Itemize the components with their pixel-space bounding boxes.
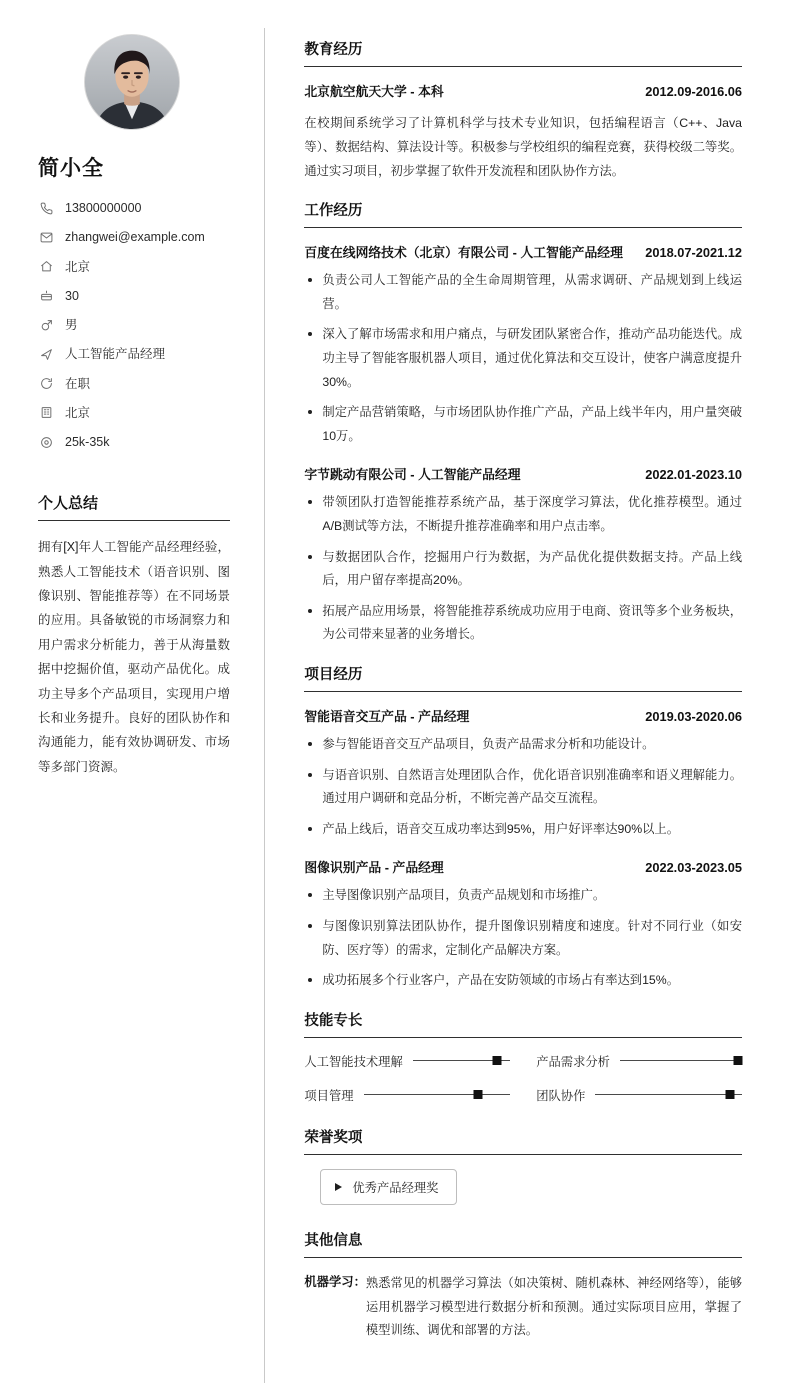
entry-head — [304, 464, 742, 483]
section-title-projects: 项目经历 — [304, 663, 742, 684]
contact-value: 13800000000 — [65, 200, 141, 216]
section-title-skills: 技能专长 — [304, 1009, 742, 1030]
skill-row — [304, 1086, 510, 1104]
contact-status — [38, 376, 230, 392]
entry-org: 图像识别产品 - 产品经理 — [304, 857, 443, 876]
project-entry — [304, 706, 742, 841]
skill-knob[interactable] — [492, 1056, 501, 1065]
list-item: 与图像识别算法团队协作，提升图像识别精度和速度。针对不同行业（如安防、医疗等）的需求，定制化产品解决方案。 — [304, 915, 742, 962]
entry-org: 智能语音交互产品 - 产品经理 — [304, 706, 469, 725]
skill-row — [536, 1052, 742, 1070]
section-title-other: 其他信息 — [304, 1229, 742, 1250]
city-icon — [38, 406, 54, 419]
skill-row — [304, 1052, 510, 1070]
contact-value: 在职 — [65, 376, 90, 392]
skill-knob[interactable] — [726, 1090, 735, 1099]
award-row — [304, 1169, 742, 1205]
gender-icon — [38, 319, 54, 332]
project-entry — [304, 857, 742, 992]
list-item: 带领团队打造智能推荐系统产品，基于深度学习算法，优化推荐模型。通过A/B测试等方法，不断提升推荐准确率和用户点击率。 — [304, 491, 742, 538]
contact-city — [38, 405, 230, 421]
other-info-row — [304, 1272, 742, 1343]
contact-value: 男 — [65, 317, 78, 333]
skill-label: 项目管理 — [304, 1086, 353, 1104]
entry-date: 2018.07-2021.12 — [645, 245, 742, 260]
other-info-label: 机器学习： — [304, 1272, 366, 1343]
list-item: 主导图像识别产品项目，负责产品规划和市场推广。 — [304, 884, 742, 908]
work-entry — [304, 464, 742, 647]
skill-label: 团队协作 — [536, 1086, 585, 1104]
skill-label: 人工智能技术理解 — [304, 1052, 402, 1070]
section-rule — [304, 66, 742, 67]
contact-gender — [38, 317, 230, 333]
entry-org: 北京航空航天大学 - 本科 — [304, 81, 443, 100]
phone-icon — [38, 202, 54, 215]
list-item: 参与智能语音交互产品项目，负责产品需求分析和功能设计。 — [304, 733, 742, 757]
skill-slider[interactable] — [620, 1060, 742, 1061]
section-other-info — [304, 1229, 742, 1343]
contact-email — [38, 229, 230, 245]
contact-value: zhangwei@example.com — [65, 229, 205, 245]
award-chip[interactable] — [320, 1169, 457, 1205]
main-content — [264, 20, 794, 1383]
contact-value: 北京 — [65, 259, 90, 275]
play-triangle-icon — [335, 1183, 342, 1191]
sidebar — [0, 20, 264, 1383]
contact-value: 北京 — [65, 405, 90, 421]
section-rule — [304, 691, 742, 692]
skill-knob[interactable] — [473, 1090, 482, 1099]
contact-value: 25k-35k — [65, 434, 109, 450]
section-title-awards: 荣誉奖项 — [304, 1126, 742, 1147]
section-projects — [304, 663, 742, 993]
section-rule — [304, 1154, 742, 1155]
section-awards — [304, 1126, 742, 1205]
contact-list — [38, 200, 230, 450]
summary-text: 拥有[X]年人工智能产品经理经验，熟悉人工智能技术（语音识别、图像识别、智能推荐等）在不同场景的应用。具备敏锐的市场洞察力和用户需求分析能力，善于从海量数据中挖掘价值，驱动产品优化。成功主导多个产品项目，实现用户增长和业务提升。良好的团队协作和沟通能力，能有效协调研发、市场等多部门资源。 — [38, 535, 230, 779]
location-icon — [38, 260, 54, 273]
contact-target-role — [38, 346, 230, 362]
cake-icon — [38, 289, 54, 302]
skill-label: 产品需求分析 — [536, 1052, 610, 1070]
section-title-work: 工作经历 — [304, 199, 742, 220]
contact-age — [38, 288, 230, 304]
list-item: 与语音识别、自然语言处理团队合作，优化语音识别准确率和语义理解能力。通过用户调研和竞品分析，不断完善产品交互流程。 — [304, 764, 742, 811]
contact-value: 30 — [65, 288, 79, 304]
entry-head — [304, 81, 742, 100]
section-education — [304, 38, 742, 183]
contact-salary — [38, 434, 230, 450]
skill-row — [536, 1086, 742, 1104]
bullet-list — [304, 491, 742, 647]
other-info-text: 熟悉常见的机器学习算法（如决策树、随机森林、神经网络等），能够运用机器学习模型进行数据分析和预测。通过实际项目应用，掌握了模型训练、调优和部署的方法。 — [366, 1272, 742, 1343]
section-rule — [304, 1037, 742, 1038]
bullet-list — [304, 733, 742, 841]
page-title: 简小全 — [38, 152, 230, 182]
skill-slider[interactable] — [595, 1094, 742, 1095]
email-icon — [38, 231, 54, 244]
education-entry — [304, 81, 742, 183]
list-item: 产品上线后，语音交互成功率达到95%，用户好评率达90%以上。 — [304, 818, 742, 842]
entry-org: 百度在线网络技术（北京）有限公司 - 人工智能产品经理 — [304, 242, 623, 261]
entry-org: 字节跳动有限公司 - 人工智能产品经理 — [304, 464, 520, 483]
status-icon — [38, 377, 54, 390]
avatar-wrap — [34, 34, 230, 130]
section-rule — [38, 520, 230, 521]
section-title-education: 教育经历 — [304, 38, 742, 59]
contact-phone — [38, 200, 230, 216]
contact-value: 人工智能产品经理 — [65, 346, 165, 362]
entry-head — [304, 857, 742, 876]
salary-icon — [38, 436, 54, 449]
section-rule — [304, 1257, 742, 1258]
entry-head — [304, 706, 742, 725]
list-item: 与数据团队合作，挖掘用户行为数据，为产品优化提供数据支持。产品上线后，用户留存率提高20%。 — [304, 546, 742, 593]
bullet-list — [304, 884, 742, 992]
list-item: 深入了解市场需求和用户痛点，与研发团队紧密合作，推动产品功能迭代。成功主导了智能客服机器人项目，通过优化算法和交互设计，使客户满意度提升30%。 — [304, 323, 742, 394]
list-item: 成功拓展多个行业客户，产品在安防领域的市场占有率达到15%。 — [304, 969, 742, 993]
entry-date: 2019.03-2020.06 — [645, 709, 742, 724]
entry-description: 在校期间系统学习了计算机科学与技术专业知识，包括编程语言（C++、Java等）、数据结构、算法设计等。积极参与学校组织的编程竞赛，获得校级二等奖。通过实习项目，初步掌握了软件开发流程和团队协作方法。 — [304, 112, 742, 183]
skill-slider[interactable] — [364, 1094, 511, 1095]
bullet-list — [304, 269, 742, 448]
target-icon — [38, 348, 54, 361]
work-entry — [304, 242, 742, 448]
skill-slider[interactable] — [413, 1060, 510, 1061]
section-rule — [304, 227, 742, 228]
skill-knob[interactable] — [734, 1056, 743, 1065]
section-title-summary: 个人总结 — [38, 492, 230, 520]
contact-location — [38, 259, 230, 275]
list-item: 拓展产品应用场景，将智能推荐系统成功应用于电商、资讯等多个业务板块，为公司带来显著的业务增长。 — [304, 600, 742, 647]
section-skills — [304, 1009, 742, 1104]
entry-date: 2012.09-2016.06 — [645, 84, 742, 99]
award-label: 优秀产品经理奖 — [352, 1178, 438, 1196]
list-item: 制定产品营销策略，与市场团队协作推广产品，产品上线半年内，用户量突破10万。 — [304, 401, 742, 448]
entry-date: 2022.03-2023.05 — [645, 860, 742, 875]
avatar — [84, 34, 180, 130]
skills-grid — [304, 1052, 742, 1104]
section-work — [304, 199, 742, 647]
list-item: 负责公司人工智能产品的全生命周期管理，从需求调研、产品规划到上线运营。 — [304, 269, 742, 316]
entry-date: 2022.01-2023.10 — [645, 467, 742, 482]
entry-head — [304, 242, 742, 261]
